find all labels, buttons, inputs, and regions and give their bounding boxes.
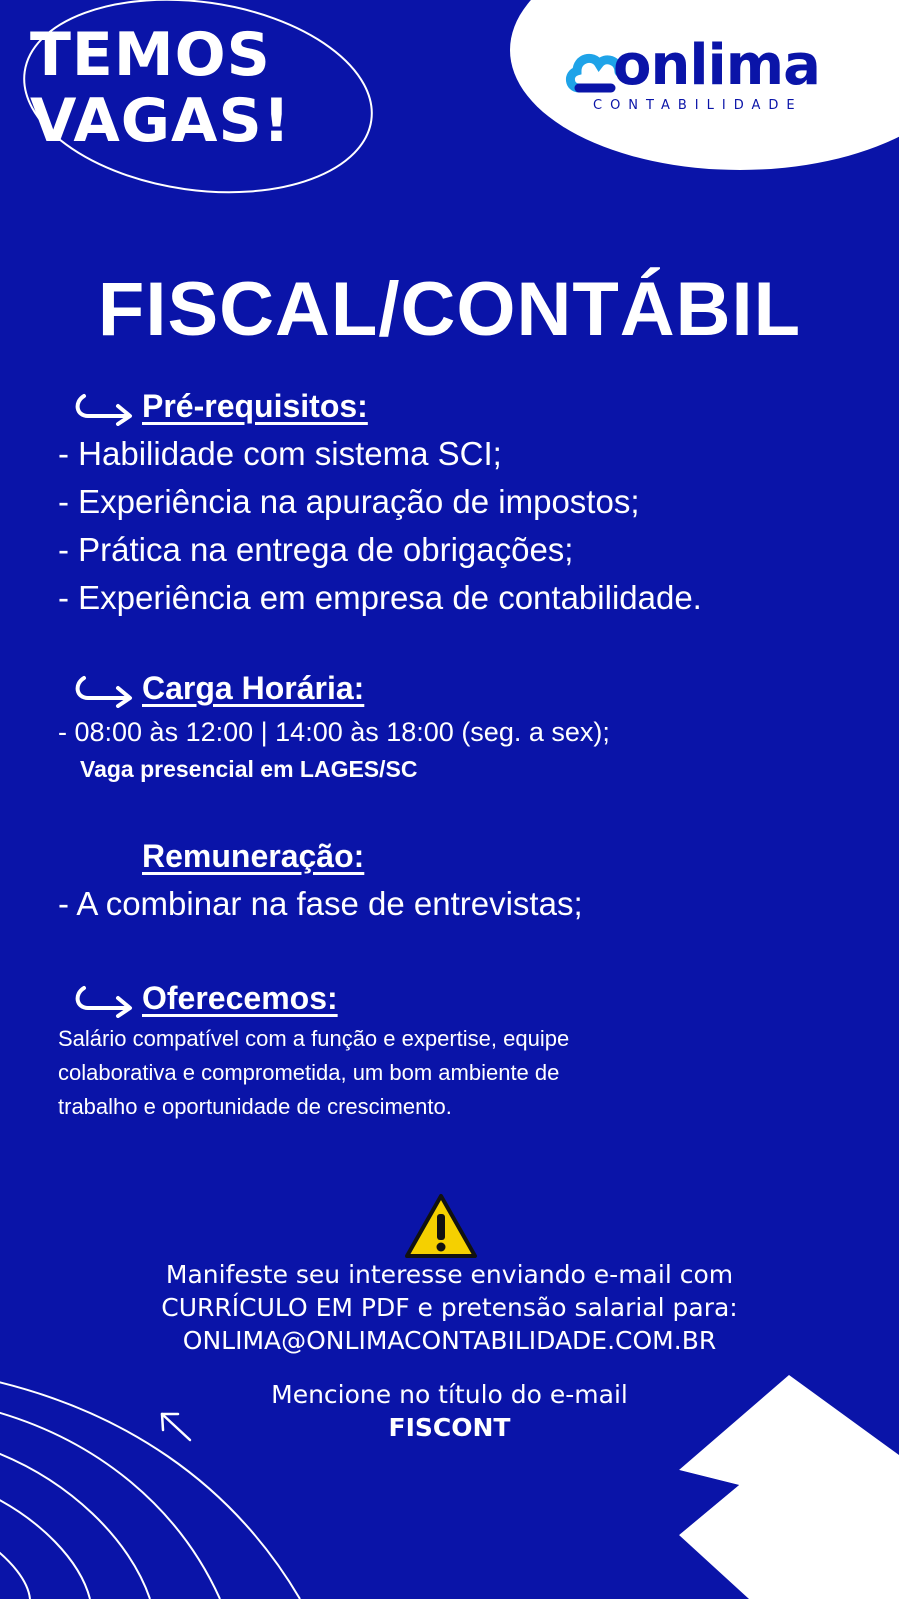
requisito-item: - Experiência na apuração de impostos; <box>58 483 640 520</box>
heading-carga: Carga Horária: <box>142 670 365 706</box>
badge-line-2: VAGAS! <box>30 86 292 156</box>
section-heading-carga <box>58 666 858 712</box>
schedule-text: - 08:00 às 12:00 | 14:00 às 18:00 (seg. a sex); <box>58 717 610 747</box>
section-heading-remuneracao <box>58 834 858 880</box>
cta-line-2: CURRÍCULO EM PDF e pretensão salarial para: <box>161 1293 738 1322</box>
curved-arrow-icon <box>72 672 138 708</box>
section-heading-requisitos <box>58 384 858 430</box>
heading-oferecemos: Oferecemos: <box>142 980 338 1016</box>
oferecemos-line: colaborativa e comprometida, um bom ambiente de <box>58 1060 560 1085</box>
requisito-item: - Experiência em empresa de contabilidade. <box>58 579 702 616</box>
pointer-arrow-icon <box>162 1414 190 1440</box>
curved-arrow-icon <box>72 982 138 1018</box>
cta-line-1: Manifeste seu interesse enviando e-mail com <box>165 1260 734 1289</box>
requisito-item: - Prática na entrega de obrigações; <box>58 531 574 568</box>
cta-email[interactable]: ONLIMA@ONLIMACONTABILIDADE.COM.BR <box>182 1326 717 1355</box>
heading-remuneracao: Remuneração: <box>142 838 365 874</box>
company-logo <box>565 33 895 116</box>
oferecemos-line: trabalho e oportunidade de crescimento. <box>58 1094 452 1119</box>
warning-icon <box>403 1192 479 1260</box>
logo-name: onlima <box>613 33 820 98</box>
cta-block <box>0 1258 899 1357</box>
cta-code: FISCONT <box>388 1413 511 1442</box>
remuneracao-text: - A combinar na fase de entrevistas; <box>58 885 583 922</box>
oferecemos-text <box>58 1022 698 1124</box>
badge-text <box>30 22 390 154</box>
curved-arrow-icon <box>72 390 138 426</box>
section-oferecemos <box>58 976 858 1124</box>
logo-subtitle: CONTABILIDADE <box>593 98 803 113</box>
oferecemos-line: Salário compatível com a função e expertise, equipe <box>58 1026 570 1051</box>
heading-requisitos: Pré-requisitos: <box>142 388 368 424</box>
section-remuneracao <box>58 834 858 928</box>
decorative-lines <box>0 1370 320 1599</box>
corner-shape <box>679 1375 899 1599</box>
section-carga <box>58 666 858 786</box>
requisito-item: - Habilidade com sistema SCI; <box>58 435 502 472</box>
section-requisitos <box>58 384 858 622</box>
job-title: FISCAL/CONTÁBIL <box>97 267 802 352</box>
badge-line-1: TEMOS <box>30 20 271 90</box>
location-text: Vaga presencial em LAGES/SC <box>80 756 418 782</box>
section-heading-oferecemos <box>58 976 858 1022</box>
cta-mention: Mencione no título do e-mail <box>271 1380 628 1409</box>
